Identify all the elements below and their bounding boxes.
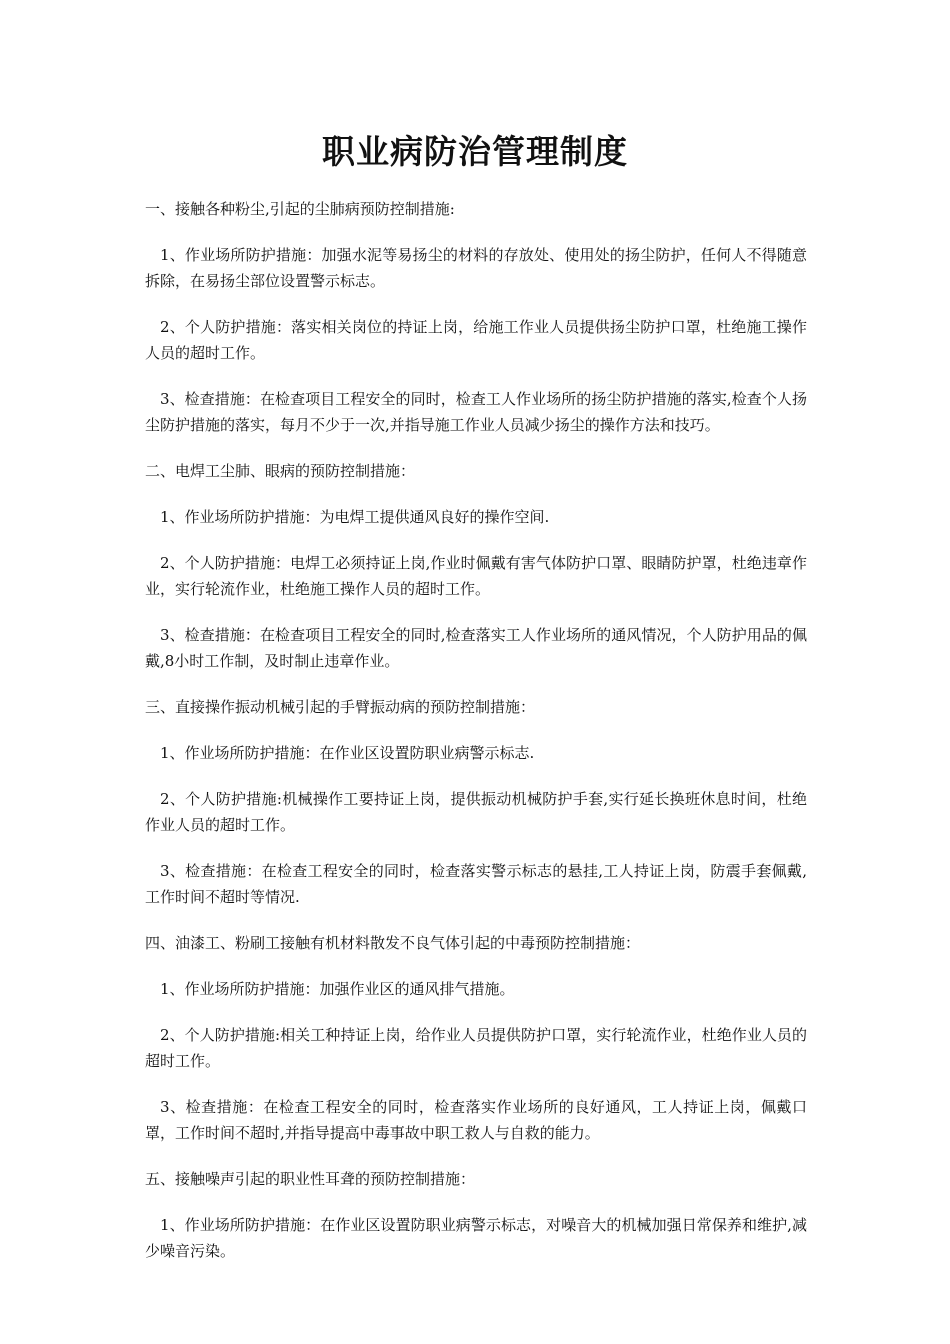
measure-paragraph: 3、检查措施：在检查项目工程安全的同时，检查工人作业场所的扬尘防护措施的落实,检查个人扬尘防护措施的落实，每月不少于一次,并指导施工作业人员减少扬尘的操作方法和技巧。 [145,390,807,434]
measure-paragraph: 1、作业场所防护措施：加强水泥等易扬尘的材料的存放处、使用处的扬尘防护，任何人不得随意拆除，在易扬尘部位设置警示标志。 [145,246,807,290]
section-heading: 五、接触噪声引起的职业性耳聋的预防控制措施： [145,1170,476,1188]
section-heading: 三、直接操作振动机械引起的手臂振动病的预防控制措施： [145,698,536,716]
measure-paragraph: 2、个人防护措施:相关工种持证上岗，给作业人员提供防护口罩，实行轮流作业，杜绝作业人员的超时工作。 [145,1026,807,1070]
measure-paragraph: 3、检查措施：在检查工程安全的同时，检查落实警示标志的悬挂,工人持证上岗，防震手套佩戴,工作时间不超时等情况. [145,862,807,906]
measure-paragraph: 3、检查措施：在检查工程安全的同时，检查落实作业场所的良好通风，工人持证上岗，佩戴口罩，工作时间不超时,并指导提高中毒事故中职工救人与自救的能力。 [145,1098,807,1142]
measure-paragraph: 1、作业场所防护措施：加强作业区的通风排气措施。 [160,980,515,998]
measure-paragraph: 2、个人防护措施:机械操作工要持证上岗，提供振动机械防护手套,实行延长换班休息时间，杜绝作业人员的超时工作。 [145,790,807,834]
measure-paragraph: 2、个人防护措施：电焊工必须持证上岗,作业时佩戴有害气体防护口罩、眼睛防护罩，杜绝违章作业，实行轮流作业，杜绝施工操作人员的超时工作。 [145,554,807,598]
section-heading: 一、接触各种粉尘,引起的尘肺病预防控制措施: [145,200,455,218]
document-body [145,196,807,1284]
measure-paragraph: 1、作业场所防护措施：在作业区设置防职业病警示标志. [160,744,535,762]
section-heading: 四、油漆工、粉刷工接触有机材料散发不良气体引起的中毒预防控制措施： [145,934,641,952]
section-heading: 二、电焊工尘肺、眼病的预防控制措施： [145,462,416,480]
document-title: 职业病防治管理制度 [322,132,628,171]
measure-paragraph: 1、作业场所防护措施：在作业区设置防职业病警示标志，对噪音大的机械加强日常保养和维护,减少噪音污染。 [145,1216,807,1260]
measure-paragraph: 3、检查措施：在检查项目工程安全的同时,检查落实工人作业场所的通风情况，个人防护用品的佩戴,8小时工作制，及时制止违章作业。 [145,626,807,670]
measure-paragraph: 2、个人防护措施：落实相关岗位的持证上岗，给施工作业人员提供扬尘防护口罩，杜绝施工操作人员的超时工作。 [145,318,807,362]
measure-paragraph: 1、作业场所防护措施：为电焊工提供通风良好的操作空间. [160,508,550,526]
